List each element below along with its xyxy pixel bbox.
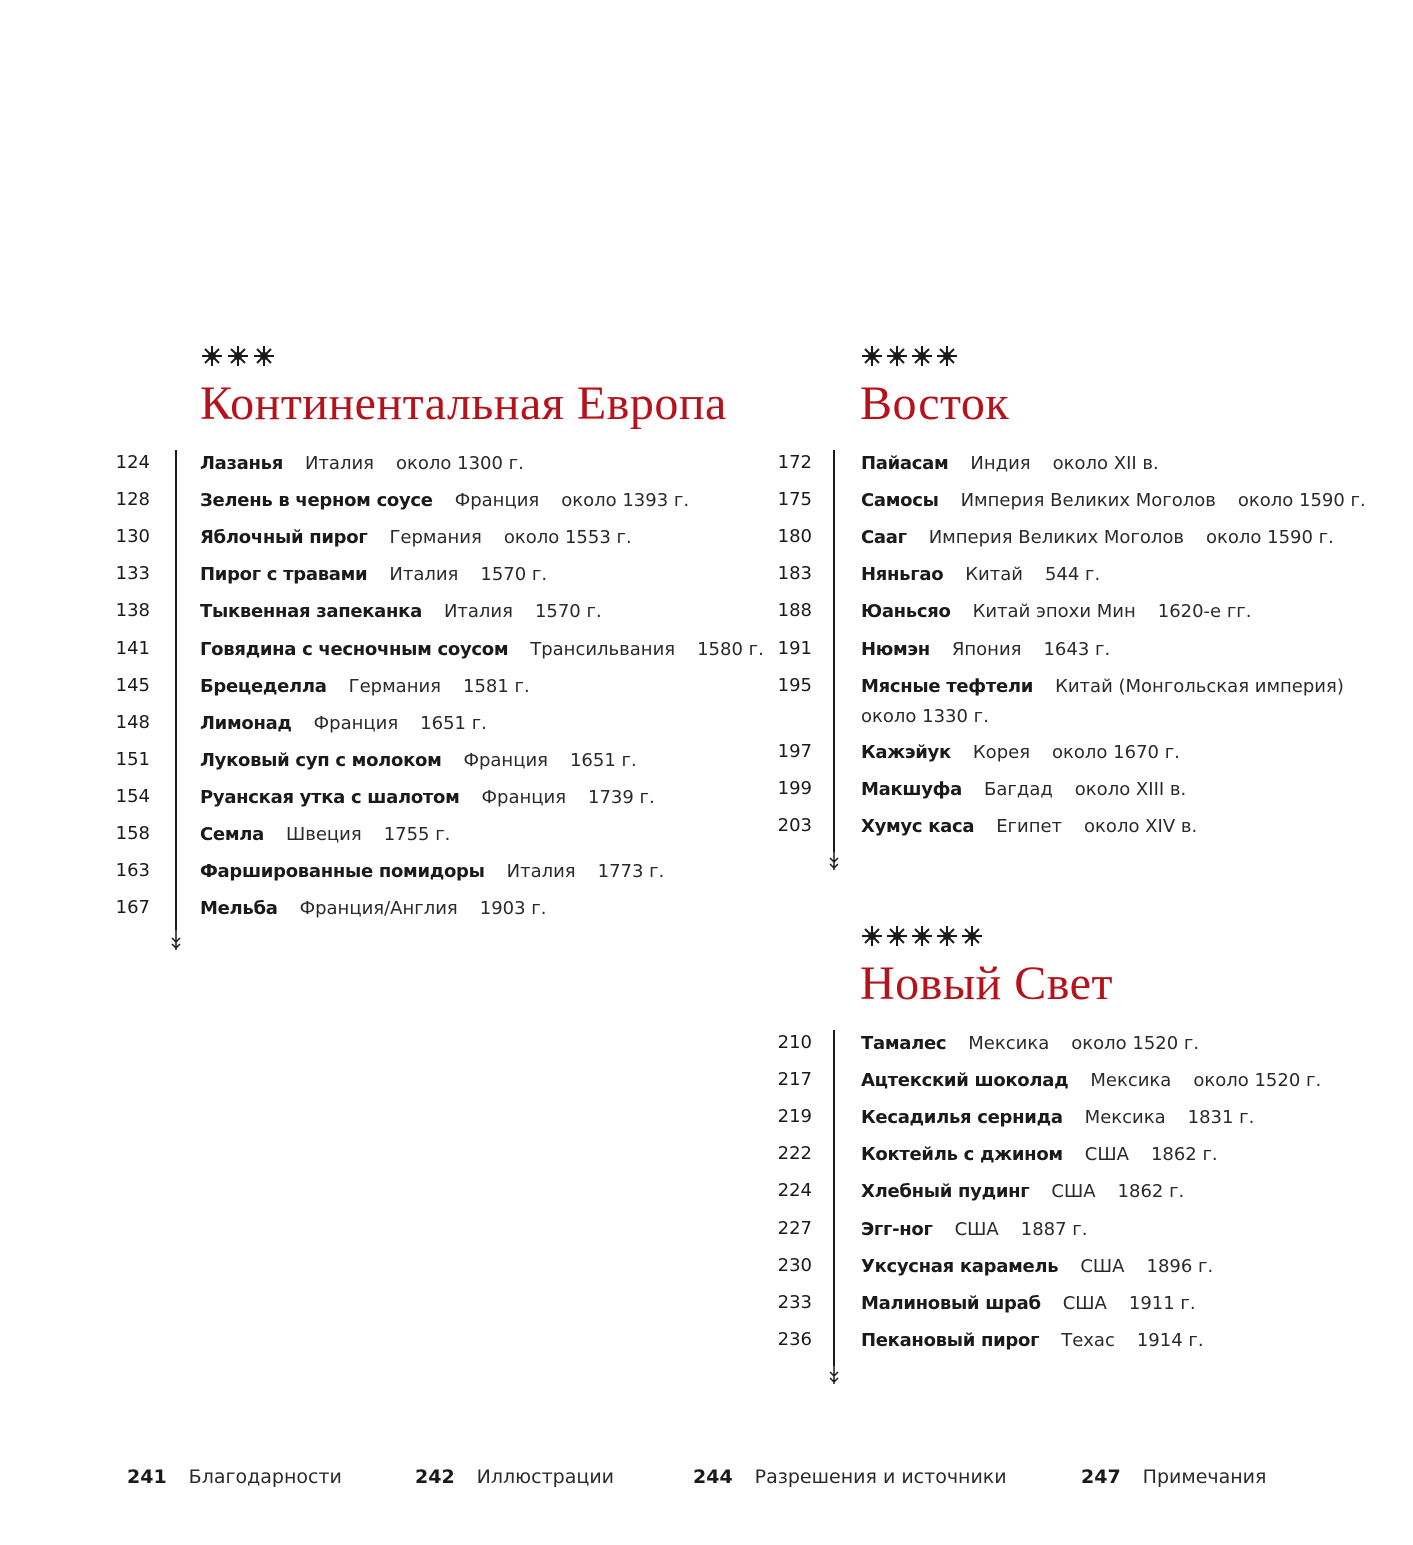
toc-entry[interactable] [200,748,637,773]
toc-page-number: 163 [115,860,150,882]
toc-entry[interactable] [200,525,632,550]
toc-entry[interactable] [861,1031,1199,1056]
rule-end-arrow-icon [828,1362,840,1384]
toc-entry-title: Хлебный пудинг [861,1181,1030,1203]
toc-entry-title: Тыквенная запеканка [200,601,422,623]
toc-page-number: 167 [115,897,150,919]
toc-entry[interactable] [200,896,546,921]
section-title-newworld: Новый Свет [860,957,1113,1010]
toc-entry[interactable] [861,740,1180,765]
section-title-europe: Континентальная Европа [200,377,727,430]
toc-entry-place: Италия [389,564,459,586]
toc-entry-date: 1570 г. [480,564,548,586]
toc-entry-title: Кажэйук [861,741,951,763]
toc-entry-date: около 1330 г. [861,705,989,727]
toc-page-number: 195 [777,674,812,696]
toc-entry-date: 1651 г. [569,749,637,771]
toc-entry-place: Франция [481,786,567,808]
footer-toc-entry[interactable] [1081,1464,1266,1492]
toc-entry-title: Сааг [861,527,907,549]
toc-entry-place: Япония [951,638,1022,660]
toc-page-number: 230 [777,1254,812,1276]
toc-entry[interactable] [861,451,1159,476]
footer-label: Благодарности [188,1466,342,1488]
toc-entry-date: 1581 г. [463,675,530,697]
toc-page-number: 227 [777,1217,812,1239]
toc-page-number: 203 [777,814,812,836]
toc-entry-place: США [1080,1255,1125,1277]
toc-entry-title: Семла [200,824,264,845]
toc-entry[interactable] [861,599,1252,624]
toc-entry-title: Мясные тефтели [861,675,1034,697]
toc-entry-title: Кесадилья сернида [861,1107,1063,1129]
toc-entry-title: Луковый суп с молоком [200,749,442,771]
toc-entry-title: Мельба [200,898,278,920]
toc-page-number: 145 [115,674,150,696]
section-title-east: Восток [860,377,1010,430]
section-ornament-europe [200,343,276,369]
toc-entry-place: Франция [463,749,548,771]
toc-entry-date: около 1300 г. [396,453,524,474]
toc-entry-place: США [954,1218,999,1240]
toc-entry[interactable] [200,711,487,736]
footer-page-number: 242 [415,1466,455,1488]
toc-entry-date: около 1393 г. [561,490,690,512]
toc-entry-place: Индия [970,453,1031,474]
toc-entry-date: 1862 г. [1117,1181,1185,1203]
toc-page-number: 130 [115,526,150,548]
footer-toc-entry[interactable] [415,1464,614,1492]
toc-page-number: 224 [777,1180,812,1202]
toc-page-number: 222 [777,1143,812,1165]
toc-entry-place: Германия [389,527,482,549]
toc-entry[interactable] [200,451,524,476]
toc-page-number: 197 [777,740,812,762]
toc-entry[interactable] [861,777,1186,802]
toc-entry-title: Пирог с травами [200,564,368,586]
toc-page-number: 191 [777,637,812,659]
toc-entry-date: 1643 г. [1043,638,1111,660]
toc-entry[interactable] [861,1254,1213,1279]
toc-entry[interactable] [200,859,664,884]
toc-entry-date: 1862 г. [1150,1144,1218,1166]
toc-entry[interactable] [861,1328,1204,1353]
toc-entry[interactable] [200,822,450,847]
toc-entry-place: Мексика [1084,1107,1166,1129]
toc-entry-place: Франция [313,712,399,734]
toc-page-number: 219 [777,1106,812,1128]
rule-end-arrow-icon [828,848,840,870]
toc-entry-date: 1914 г. [1136,1329,1204,1351]
toc-entry-title: Макшуфа [861,778,963,800]
toc-entry-title: Коктейль с джином [861,1144,1063,1166]
toc-entry-date: 1580 г. [697,638,764,660]
toc-entry-place: Германия [348,675,442,697]
section-ornament-east [860,343,960,369]
footer-page-number: 244 [693,1466,733,1488]
toc-entry-title: Говядина с чесночным соусом [200,638,509,660]
toc-entry-title: Эгг-ног [861,1218,933,1240]
toc-page-number: 233 [777,1291,812,1313]
toc-page-number: 172 [777,452,812,473]
toc-entry-date: около 1520 г. [1071,1033,1200,1054]
toc-entry-title: Яблочный пирог [200,527,368,549]
toc-page-number: 141 [115,637,150,659]
toc-entry-place: Империя Великих Моголов [960,490,1216,512]
toc-entry-place: Китай [965,564,1023,586]
section-rule-east [833,450,835,852]
toc-entry-title: Няньгао [861,564,944,586]
toc-entry[interactable] [861,1217,1087,1242]
section-rule-newworld [833,1030,835,1366]
toc-entry-date: 1620-е гг. [1157,601,1252,623]
toc-entry-place: Италия [443,601,513,623]
toc-entry[interactable] [200,599,602,624]
toc-page-number: 236 [777,1328,812,1350]
toc-entry-title: Малиновый шраб [861,1292,1041,1314]
toc-entry-place: Мексика [968,1033,1050,1054]
toc-entry-title: Пайасам [861,453,949,474]
toc-entry-date: 1739 г. [588,786,655,808]
toc-entry-date: 544 г. [1044,564,1101,586]
toc-entry-title: Юаньсяо [861,601,951,623]
toc-entry-date: около 1670 г. [1052,741,1180,763]
toc-entry-place: Италия [304,453,374,474]
toc-entry-date: около 1590 г. [1206,527,1334,549]
star-ornament-icon [862,346,957,366]
toc-entry[interactable] [200,637,764,662]
rule-end-arrow-icon [170,928,182,950]
toc-page-number: 217 [777,1069,812,1091]
toc-entry-date: 1570 г. [534,601,602,623]
toc-page-number: 199 [777,777,812,799]
toc-entry-place: США [1051,1181,1096,1203]
toc-entry-title: Нюмэн [861,638,930,660]
section-rule-europe [175,450,177,930]
toc-entry-place: Китай эпохи Мин [972,601,1136,623]
toc-page-number: 124 [115,452,150,473]
toc-page-number: 154 [115,785,150,807]
toc-page-number: 183 [777,563,812,585]
toc-entry-place: Италия [506,861,576,883]
toc-entry[interactable] [861,814,1197,839]
toc-page-number: 128 [115,489,150,511]
footer-label: Иллюстрации [476,1466,615,1488]
toc-entry-date: 1755 г. [383,824,451,845]
footer-toc-entry[interactable] [127,1464,342,1492]
toc-entry[interactable] [200,562,547,587]
toc-entry[interactable] [861,488,1366,513]
toc-entry[interactable] [861,1142,1218,1167]
toc-entry-date: 1773 г. [597,861,665,883]
toc-entry-date: около XIV в. [1084,815,1198,837]
toc-entry-title: Тамалес [861,1033,947,1054]
toc-entry-title: Самосы [861,490,939,512]
toc-entry-title: Ацтекский шоколад [861,1070,1069,1092]
toc-entry[interactable] [200,785,655,810]
toc-entry-date: около XIII в. [1074,778,1187,800]
toc-page-number: 148 [115,711,150,733]
toc-entry-place: Китай (Монгольская империя) [1055,675,1344,697]
toc-entry-date: 1911 г. [1128,1292,1196,1314]
toc-entry[interactable] [861,1068,1321,1093]
toc-entry[interactable] [861,637,1110,662]
toc-entry-place: Франция/Англия [299,898,458,920]
toc-entry-title: Лазанья [200,453,283,474]
toc-entry[interactable] [200,488,689,513]
toc-entry-title: Пекановый пирог [861,1329,1040,1351]
toc-entry-place: Трансильвания [530,638,676,660]
toc-entry[interactable] [861,1105,1254,1130]
toc-page-number: 210 [777,1032,812,1053]
toc-entry-place: США [1084,1144,1129,1166]
toc-entry-date: около XII в. [1052,453,1159,474]
toc-entry-title: Зелень в черном соусе [200,490,433,512]
toc-entry-date: около 1553 г. [503,527,632,549]
toc-page-number: 151 [115,748,150,770]
toc-entry-title: Брецеделла [200,675,327,697]
toc-entry-place: Империя Великих Моголов [928,527,1184,549]
toc-entry-title: Лимонад [200,712,292,734]
toc-entry-title: Руанская утка с шалотом [200,786,460,808]
toc-page-number: 188 [777,600,812,622]
toc-entry-place: Техас [1061,1329,1115,1351]
toc-entry-date: 1831 г. [1187,1107,1255,1129]
toc-entry-place: Корея [972,741,1031,763]
toc-entry-title: Уксусная карамель [861,1255,1059,1277]
toc-entry-date: 1887 г. [1020,1218,1088,1240]
star-ornament-icon [862,926,982,946]
toc-entry-date: 1896 г. [1146,1255,1214,1277]
star-ornament-icon [202,346,274,366]
toc-entry-date: около 1590 г. [1237,490,1366,512]
toc-entry[interactable] [861,1291,1196,1316]
toc-entry-date: 1651 г. [420,712,487,734]
toc-entry-title: Хумус каса [861,815,975,837]
toc-page-number: 175 [777,489,812,511]
footer-page-number: 241 [127,1466,167,1488]
toc-entry-date: около 1520 г. [1193,1070,1322,1092]
toc-entry[interactable] [200,674,530,699]
toc-entry[interactable] [861,525,1334,550]
toc-entry[interactable] [861,674,1344,729]
toc-page-number: 158 [115,823,150,844]
toc-entry[interactable] [861,1179,1184,1204]
toc-page-number: 180 [777,526,812,548]
toc-page-number: 138 [115,600,150,622]
toc-entry-place: Мексика [1090,1070,1172,1092]
footer-label: Примечания [1142,1466,1267,1488]
toc-entry-place: США [1062,1292,1107,1314]
toc-entry[interactable] [861,562,1100,587]
toc-entry-place: Египет [996,815,1063,837]
toc-entry-place: Багдад [984,778,1053,800]
toc-entry-place: Франция [454,490,540,512]
toc-entry-title: Фаршированные помидоры [200,861,485,883]
footer-label: Разрешения и источники [754,1466,1007,1488]
footer-toc-entry[interactable] [693,1464,1007,1492]
footer-page-number: 247 [1081,1466,1121,1488]
section-ornament-newworld [860,923,984,949]
toc-page-number: 133 [115,563,150,585]
toc-entry-date: 1903 г. [479,898,547,920]
toc-entry-place: Швеция [285,824,362,845]
